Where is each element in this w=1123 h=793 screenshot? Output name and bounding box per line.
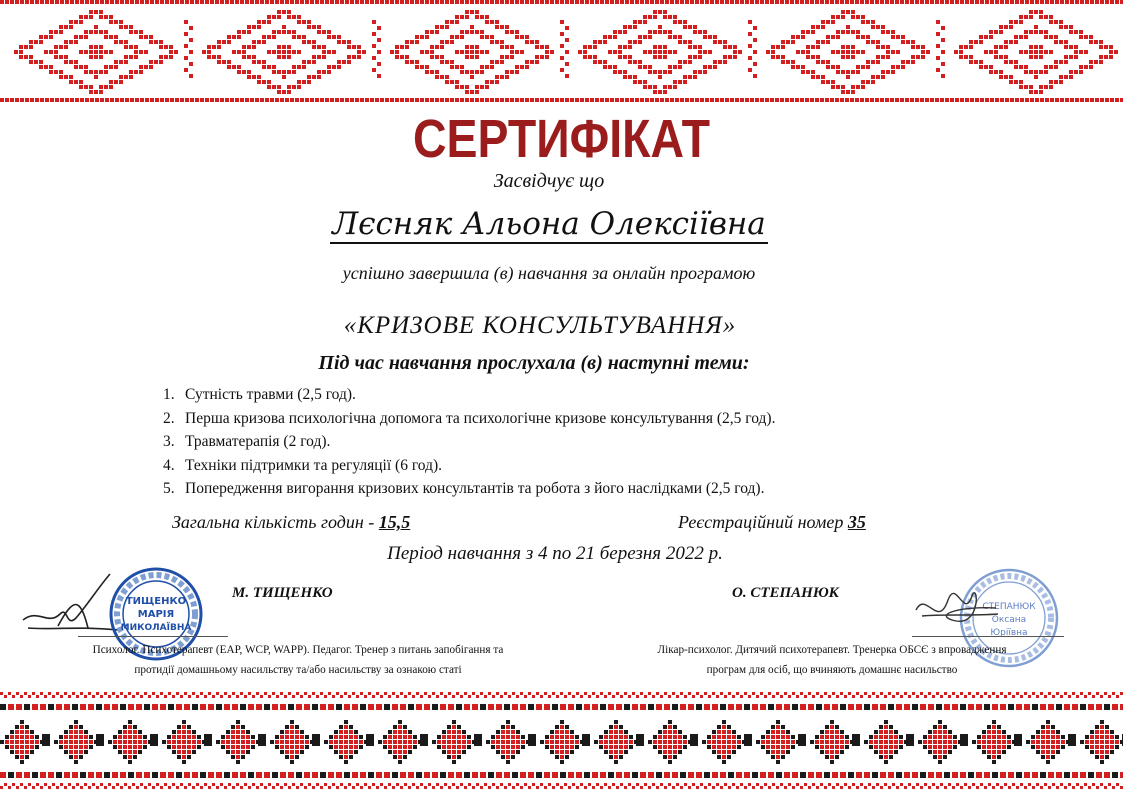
left-stamp-line-2: МАРІЯ xyxy=(137,609,175,620)
left-signatory-name: М. ТИЩЕНКО xyxy=(232,585,333,601)
left-description-line-2: протидії домашньому насильству та/або насильству за ознакою статі xyxy=(134,664,462,676)
topics-heading: Під час навчання прослухала (в) наступні теми: xyxy=(318,352,750,374)
certificate-title: СЕРТИФІКАТ xyxy=(412,109,711,169)
topic-text: Травматерапія (2 год). xyxy=(185,433,331,450)
bottom-embroidery-band xyxy=(0,690,1123,793)
topic-text: Сутність травми (2,5 год). xyxy=(185,386,356,403)
right-signature-line xyxy=(912,636,1064,637)
total-hours-label: Загальна кількість годин - xyxy=(172,512,379,532)
topic-item xyxy=(163,407,775,431)
topic-number: 3. xyxy=(163,433,175,450)
right-signatory-name: О. СТЕПАНЮК xyxy=(732,585,839,601)
topic-number: 5. xyxy=(163,480,175,497)
right-description-line-1: Лікар-психолог. Дитячий психотерапевт. Тренерка ОБСЄ з впровадження xyxy=(657,644,1007,656)
right-stamp-line-1: СТЕПАНЮК xyxy=(982,602,1036,612)
bottom-ornament-svg xyxy=(0,690,1123,793)
topic-text: Попередження вигорання кризових консультантів та робота з його наслідками (2,5 год). xyxy=(185,480,765,497)
left-stamp-line-1: ТИЩЕНКО xyxy=(125,596,187,607)
top-ornament-svg xyxy=(0,0,1123,104)
right-stamp-line-2: Оксана xyxy=(991,615,1027,625)
right-signatory-description xyxy=(572,640,1092,680)
certifies-text: Засвідчує що xyxy=(493,170,605,192)
topic-item xyxy=(163,430,775,454)
registration-value: 35 xyxy=(847,512,866,532)
recipient-name xyxy=(0,206,1098,242)
topics-list xyxy=(163,383,775,501)
left-signature-line xyxy=(78,636,228,637)
right-signature-scribble xyxy=(912,570,1002,645)
right-stamp-line-3: Юріївна xyxy=(990,628,1028,638)
right-description-line-2: програм для осіб, що вчиняють домашнє насильство xyxy=(706,664,958,676)
topic-item xyxy=(163,383,775,407)
recipient-name-text: Лєсняк Альона Олексіївна xyxy=(332,206,766,242)
left-signatory-description xyxy=(38,640,558,680)
left-stamp-line-3: МИКОЛАЇВНА xyxy=(120,623,192,633)
topic-number: 2. xyxy=(163,409,175,427)
topic-number: 4. xyxy=(163,456,175,474)
topic-number: 1. xyxy=(163,386,175,403)
total-hours xyxy=(172,512,410,533)
total-hours-value: 15,5 xyxy=(378,512,411,532)
topic-text: Перша кризова психологічна допомога та психологічне кризове консультування (2,5 год). xyxy=(185,409,776,427)
training-period: Період навчання з 4 по 21 березня 2022 р. xyxy=(387,543,723,564)
registration-label: Реєстраційний номер xyxy=(678,512,848,532)
top-embroidery-band xyxy=(0,0,1123,104)
topic-item xyxy=(163,477,775,501)
topic-text: Техніки підтримки та регуляції (6 год). xyxy=(185,456,443,474)
registration-number xyxy=(678,512,866,533)
left-description-line-1: Психолог. Психотерапевт (EAP, WCP, WAPP). Педагог. Тренер з питань запобігання та xyxy=(92,644,504,656)
completion-text: успішно завершила (в) навчання за онлайн програмою xyxy=(342,263,756,283)
topic-item xyxy=(163,454,775,478)
program-name: «КРИЗОВЕ КОНСУЛЬТУВАННЯ» xyxy=(343,312,737,339)
